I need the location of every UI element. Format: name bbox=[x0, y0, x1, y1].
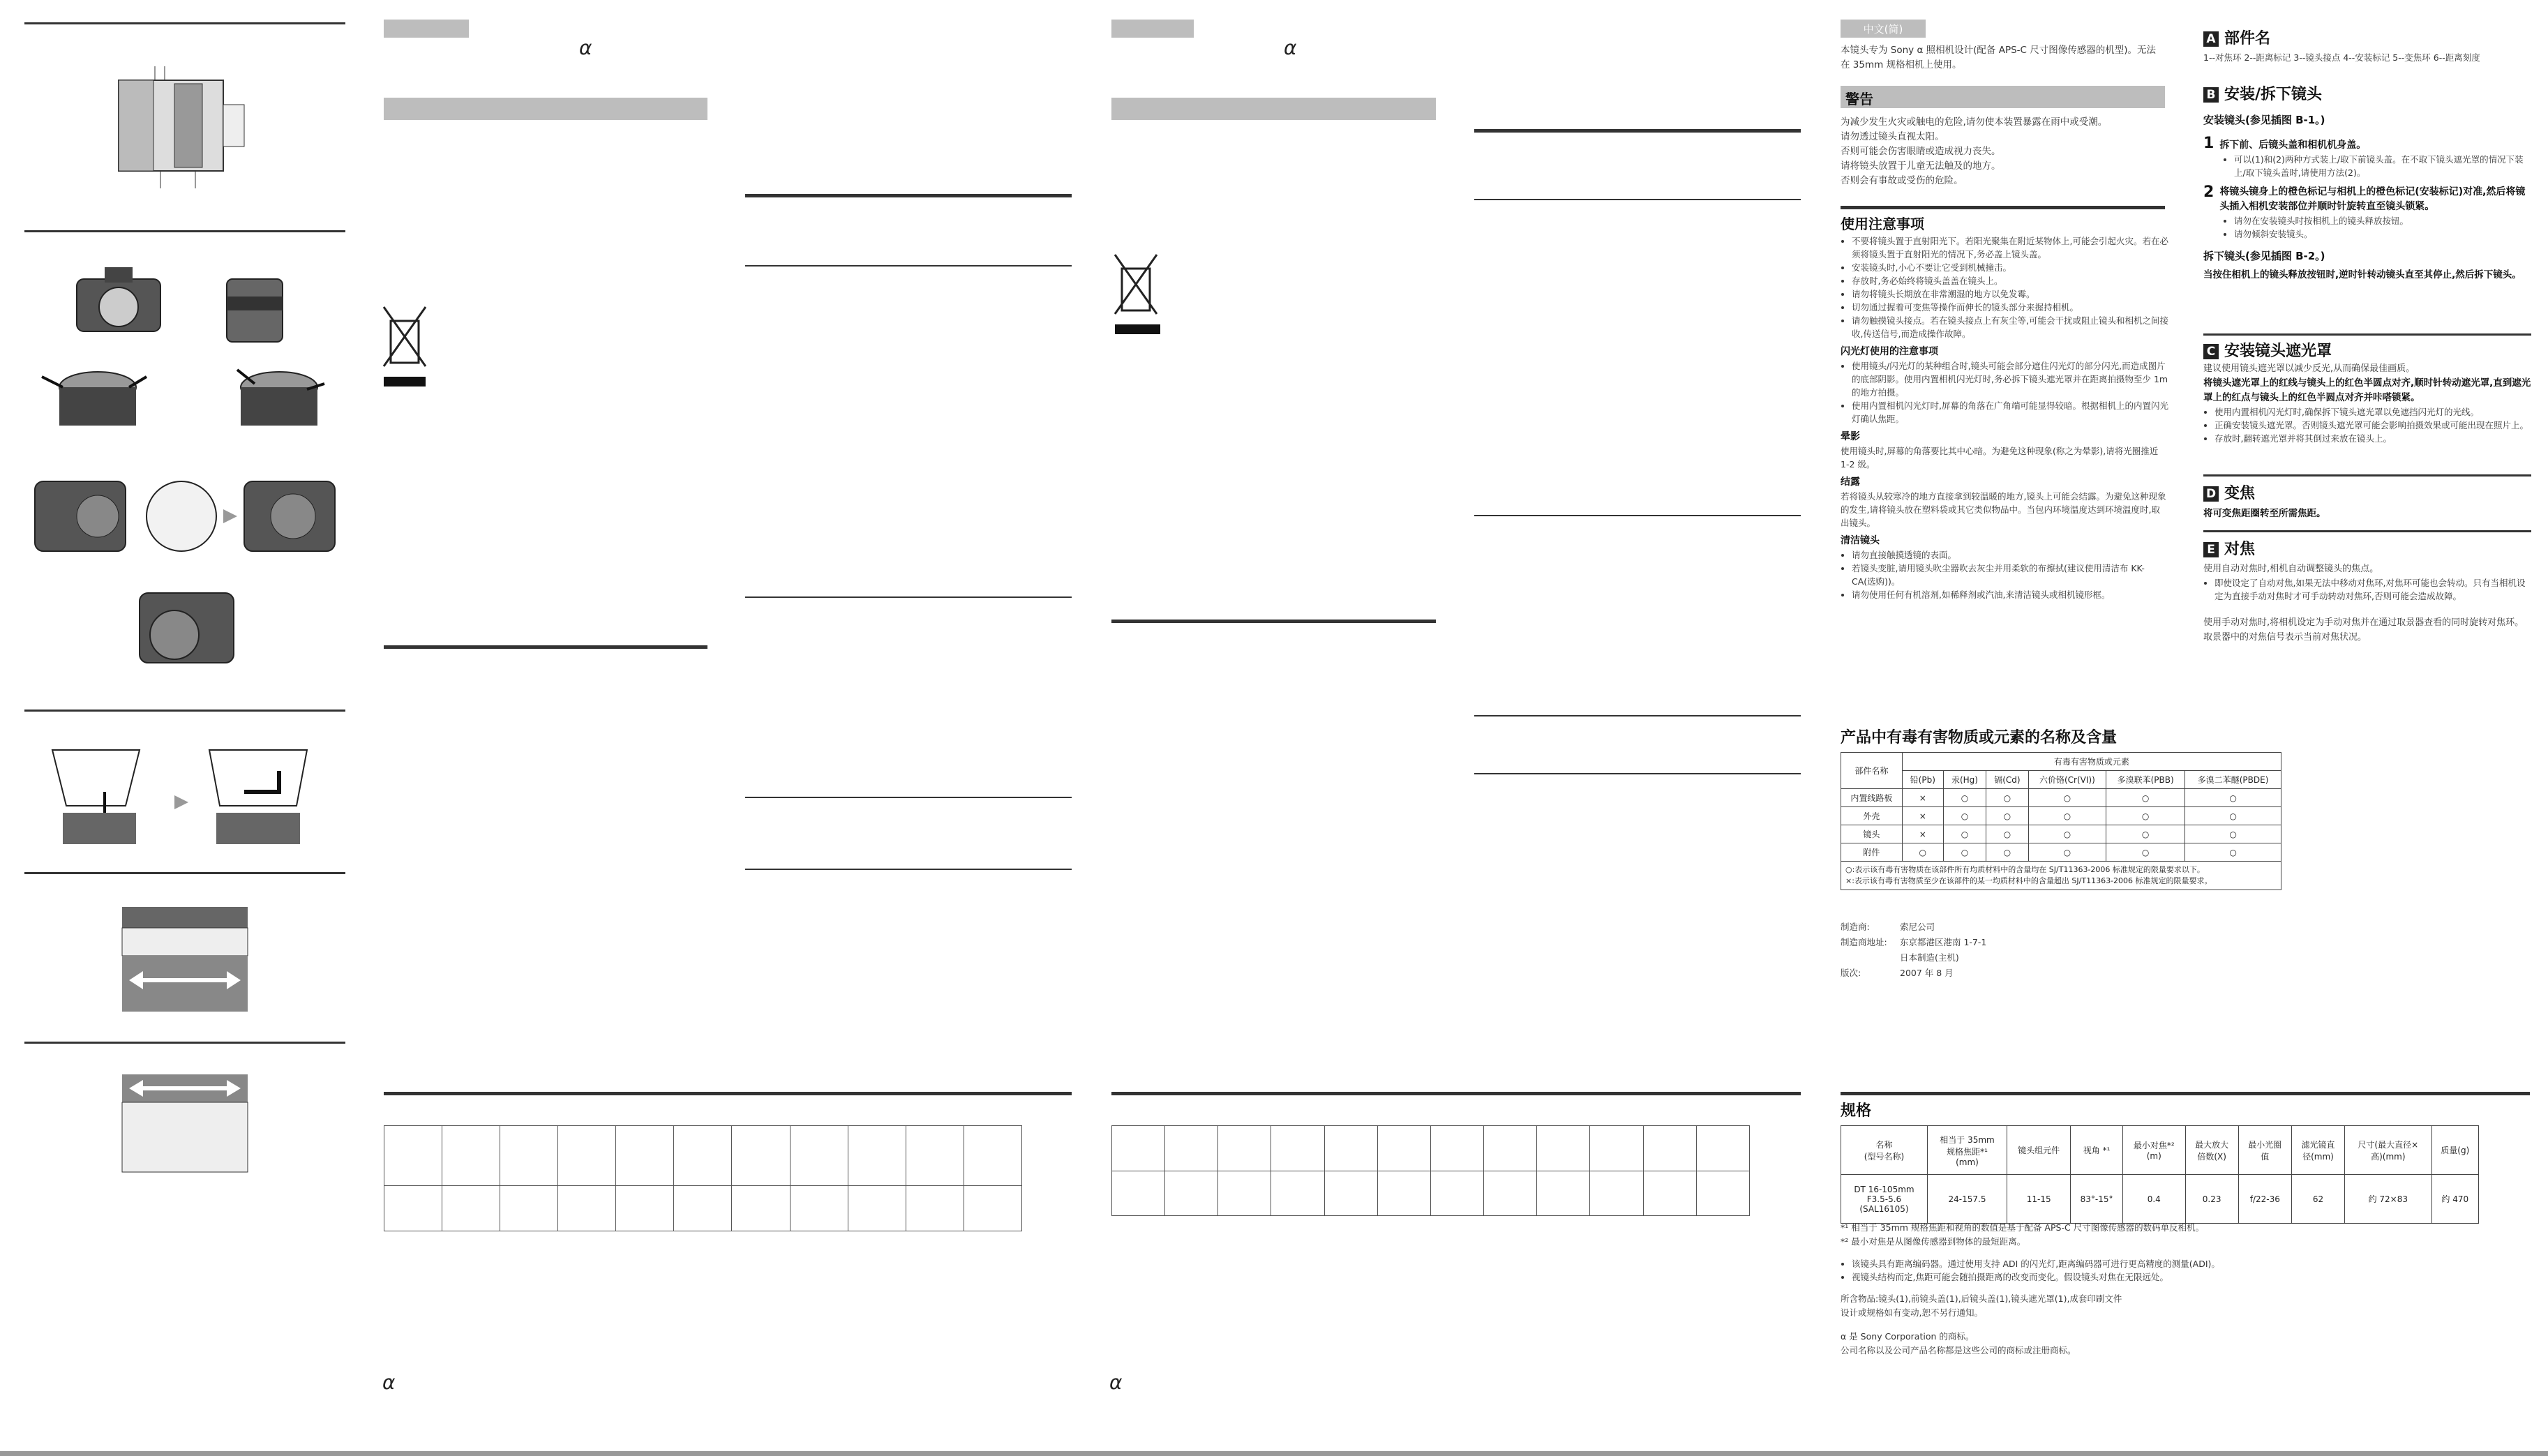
hazard-table bbox=[1841, 752, 2281, 890]
remove-text: 当按住相机上的镜头释放按钮时,逆时针转动镜头直至其停止,然后拆下镜头。 bbox=[2203, 269, 2521, 280]
trademark-note: α 是 Sony Corporation 的商标。 bbox=[1841, 1331, 1974, 1342]
step-item: • 可以(1)和(2)两种方式装上/取下前镜头盖。在不取下镜头遮光罩的情况下装上/取下镜头盖时,请使用方法(2)。 bbox=[2234, 153, 2531, 179]
hood-instruction: 将镜头遮光罩上的红线与镜头上的红色半圆点对齐,顺时针转动遮光罩,直到遮光罩上的红点与镜头上的红色半圆点对齐并咔嗒锁紧。 bbox=[2203, 377, 2531, 403]
hazard-mark: ○ bbox=[2185, 789, 2281, 807]
warning-banner-2 bbox=[1111, 98, 1436, 120]
section-title-text: 安装镜头遮光罩 bbox=[2224, 343, 2332, 360]
section-title-text: 安装/拆下镜头 bbox=[2224, 86, 2323, 103]
clean-title: 清洁镜头 bbox=[1841, 535, 1880, 546]
hazard-mark: ○ bbox=[1902, 843, 1943, 862]
weee-bin-icon bbox=[384, 307, 426, 387]
alpha-logo-footer-2: α bbox=[1109, 1371, 1123, 1394]
section-badge: E bbox=[2203, 542, 2219, 557]
section-badge: B bbox=[2203, 87, 2219, 103]
hood-item: • 正确安装镜头遮光罩。否则镜头遮光罩可能会影响拍摄效果或可能出现在照片上。 bbox=[2214, 419, 2531, 432]
warning-line: 请勿透过镜头直视太阳。 bbox=[1841, 131, 1944, 142]
spec-header: 最大放大 倍数(X) bbox=[2185, 1126, 2238, 1175]
column-rule bbox=[745, 194, 1072, 197]
column-rule bbox=[384, 645, 707, 649]
warning-banner-zh bbox=[1841, 86, 2165, 108]
page-bottom-bar bbox=[0, 1451, 2548, 1456]
column-rule bbox=[745, 265, 1072, 267]
intro-text: 本镜头专为 Sony α 照相机设计(配备 APS-C 尺寸图像传感器的机型)。无法在 35mm 规格相机上使用。 bbox=[1841, 45, 2157, 70]
section-a-title bbox=[2203, 27, 2270, 48]
column-rule bbox=[745, 596, 1072, 598]
hazard-mark: ○ bbox=[1986, 789, 2029, 807]
hazard-note: ×:表示该有毒有害物质至少在该部件的某一均质材料中的含量超出 SJ/T11363-2006 标准规定的限量要求。 bbox=[1845, 876, 2212, 885]
weee-bin-icon-2 bbox=[1111, 255, 1160, 335]
column-rule bbox=[745, 869, 1072, 870]
spec-cell: DT 16-105mm F3.5-5.6 (SAL16105) bbox=[1841, 1175, 1928, 1224]
hazard-substance: 多溴联苯(PBB) bbox=[2106, 771, 2185, 789]
spec-header: 最小光圈 值 bbox=[2238, 1126, 2291, 1175]
spec-footnote: *¹ 相当于 35mm 规格焦距和视角的数值是基于配备 APS-C 尺寸图像传感器的数码单反相机。 bbox=[1841, 1222, 2205, 1233]
spec-cell: 24-157.5 bbox=[1927, 1175, 2007, 1224]
table-row bbox=[1841, 807, 2281, 825]
hazard-mark: ○ bbox=[2028, 825, 2106, 843]
warning-line: 请将镜头放置于儿童无法触及的地方。 bbox=[1841, 160, 2001, 172]
hazard-part: 外壳 bbox=[1841, 807, 1903, 825]
table-row bbox=[1841, 843, 2281, 862]
maker-label: 制造商: bbox=[1841, 922, 1870, 932]
spec-rule bbox=[384, 1092, 1072, 1095]
panel-rule bbox=[24, 1042, 345, 1044]
spec-header: 视角 *¹ bbox=[2071, 1126, 2123, 1175]
hood-item: • 使用内置相机闪光灯时,确保拆下镜头遮光罩以免遮挡闪光灯的光线。 bbox=[2214, 405, 2531, 419]
spec-cell: 83°-15° bbox=[2071, 1175, 2123, 1224]
table-row bbox=[1841, 825, 2281, 843]
focus-text: 使用手动对焦时,将相机设定为手动对焦并在通过取景器查看的同时旋转对焦环。取景器中的对焦信号表示当前对焦状况。 bbox=[2203, 617, 2524, 643]
hazard-mark: ○ bbox=[2028, 807, 2106, 825]
section-a-text: 1--对焦环 2--距离标记 3--镜头接点 4--安装标记 5--变焦环 6--距离刻度 bbox=[2203, 52, 2480, 63]
spec-title: 规格 bbox=[1841, 1102, 1872, 1120]
column-rule bbox=[1474, 773, 1801, 774]
spec-cell: 11-15 bbox=[2007, 1175, 2071, 1224]
edition-value: 2007 年 8 月 bbox=[1900, 968, 1954, 978]
notes-title: 使用注意事项 bbox=[1841, 216, 1924, 232]
hazard-note: ○:表示该有毒有害物质在该部件所有均质材料中的含量均在 SJ/T11363-2006 标准规定的限量要求以下。 bbox=[1845, 865, 2205, 874]
section-d-title bbox=[2203, 481, 2255, 503]
hazard-mark: ○ bbox=[2106, 789, 2185, 807]
step-item: • 请勿倾斜安装镜头。 bbox=[2234, 227, 2531, 241]
hazard-substance: 镉(Cd) bbox=[1986, 771, 2029, 789]
hazard-mark: ○ bbox=[2106, 807, 2185, 825]
section-c-title bbox=[2203, 339, 2332, 361]
hazard-mark: × bbox=[1902, 807, 1943, 825]
front-cap-illustration-2 bbox=[227, 363, 331, 433]
remove-title: 拆下镜头(参见插图 B-2。) bbox=[2203, 250, 2325, 262]
section-b-title bbox=[2203, 82, 2322, 104]
hazard-substance: 铅(Pb) bbox=[1902, 771, 1943, 789]
panel-rule bbox=[24, 710, 345, 712]
hazard-mark: ○ bbox=[2106, 825, 2185, 843]
hazard-mark: ○ bbox=[1943, 807, 1986, 825]
spec-header: 滤光镜直 径(mm) bbox=[2291, 1126, 2344, 1175]
spec-header: 质量(g) bbox=[2431, 1126, 2478, 1175]
clean-item: • 若镜头变脏,请用镜头吹尘器吹去灰尘并用柔软的布擦拭(建议使用清洁布 KK-CA(选购))。 bbox=[1852, 562, 2168, 588]
section-rule bbox=[2203, 530, 2531, 532]
note-item: • 存放时,务必始终将镜头盖盖在镜头上。 bbox=[1852, 274, 2168, 287]
warning-line: 否则可能会伤害眼睛或造成视力丧失。 bbox=[1841, 146, 2001, 157]
step-1: 1 拆下前、后镜头盖和相机机身盖。 bbox=[2203, 135, 2367, 152]
mount-step-illustration bbox=[35, 474, 342, 558]
hazard-mark: ○ bbox=[1943, 825, 1986, 843]
section-title-text: 部件名 bbox=[2224, 30, 2271, 47]
camera-body-illustration bbox=[73, 262, 164, 338]
notes-block bbox=[1841, 234, 2168, 601]
hazard-mark: ○ bbox=[2185, 825, 2281, 843]
spec-cell: 0.4 bbox=[2122, 1175, 2185, 1224]
spec-footnotes bbox=[1841, 1221, 2524, 1358]
lens-hood-illustration bbox=[49, 743, 314, 848]
flash-item: • 使用内置相机闪光灯时,屏幕的角落在广角端可能显得较暗。根据相机上的内置闪光灯确认焦距。 bbox=[1852, 399, 2168, 426]
note-item: • 请勿触摸镜头接点。若在镜头接点上有灰尘等,可能会干扰或阻止镜头和相机之间接收,传送信号,而造成操作故障。 bbox=[1852, 314, 2168, 340]
warning-line: 否则会有事故或受伤的危险。 bbox=[1841, 175, 1963, 186]
spec-header: 名称 (型号名称) bbox=[1841, 1126, 1928, 1175]
section-title-text: 对焦 bbox=[2224, 541, 2256, 558]
column-rule bbox=[1474, 129, 1801, 133]
step-1-text: 拆下前、后镜头盖和相机机身盖。 bbox=[2219, 140, 2367, 151]
language-tab-2 bbox=[1111, 20, 1194, 38]
warning-lines bbox=[1841, 115, 2165, 188]
hazard-mark: ○ bbox=[2106, 843, 2185, 862]
spec-cell: f/22-36 bbox=[2238, 1175, 2291, 1224]
hazard-mark: ○ bbox=[1943, 843, 1986, 862]
clean-item: • 请勿直接触摸透镜的表面。 bbox=[1852, 548, 2168, 562]
zoom-ring-illustration bbox=[122, 907, 248, 1012]
step-2: 2 将镜头镜身上的橙色标记与相机上的橙色标记(安装标记)对准,然后将镜头插入相机安装部位并顺时针旋转直至镜头锁紧。 bbox=[2203, 185, 2531, 214]
addr-value: 东京都港区港南 1-7-1 bbox=[1900, 937, 1987, 947]
hood-intro: 建议使用镜头遮光罩以减少反光,从而确保最佳画质。 bbox=[2203, 363, 2415, 374]
note-item: • 切勿通过握着可变焦等操作而伸长的镜头部分来握持相机。 bbox=[1852, 301, 2168, 314]
spec-cell: 约 470 bbox=[2431, 1175, 2478, 1224]
hazard-mark: ○ bbox=[1943, 789, 1986, 807]
package-contents: 所含物品:镜头(1),前镜头盖(1),后镜头盖(1),镜头遮光罩(1),成套印刷文件 bbox=[1841, 1293, 2122, 1304]
section-e-body bbox=[2203, 562, 2531, 645]
edition-label: 版次: bbox=[1841, 968, 1861, 978]
hazard-mark: ○ bbox=[1986, 825, 2029, 843]
spec-rule-zh bbox=[1841, 1092, 2530, 1095]
section-badge: D bbox=[2203, 486, 2219, 502]
vignette-title: 晕影 bbox=[1841, 431, 1860, 442]
design-change-note: 设计或规格如有变动,恕不另行通知。 bbox=[1841, 1307, 1983, 1318]
hazard-substance: 汞(Hg) bbox=[1943, 771, 1986, 789]
warning-banner bbox=[384, 98, 707, 120]
language-tab-label: 中文(简) bbox=[1863, 23, 1903, 36]
table-row bbox=[1841, 1175, 2479, 1224]
spec-cell: 62 bbox=[2291, 1175, 2344, 1224]
vignette-text: 使用镜头时,屏幕的角落要比其中心暗。为避免这种现象(称之为晕影),请将光圈推近 1-2 级。 bbox=[1841, 446, 2159, 470]
hazard-substance: 多溴二苯醚(PBDE) bbox=[2185, 771, 2281, 789]
alpha-logo-2: α bbox=[1284, 36, 1297, 59]
section-rule bbox=[2203, 333, 2531, 336]
lens-parts-illustration bbox=[91, 66, 258, 192]
section-badge: C bbox=[2203, 344, 2219, 359]
focus-item: • 即使设定了自动对焦,如果无法中移动对焦环,对焦环可能也会转动。只有当相机设定为直接手动对焦时才可手动转动对焦环,否则可能会造成故障。 bbox=[2214, 576, 2531, 603]
panel-rule bbox=[24, 230, 345, 232]
alpha-logo-footer: α bbox=[382, 1371, 396, 1394]
clean-item: • 请勿使用任何有机溶剂,如稀释剂或汽油,来清洁镜头或相机镜形框。 bbox=[1852, 588, 2168, 601]
section-d-text: 将可变焦距圈转至所需焦距。 bbox=[2203, 508, 2326, 519]
flash-title: 闪光灯使用的注意事项 bbox=[1841, 346, 1938, 357]
alpha-logo: α bbox=[579, 36, 592, 59]
notes-rule bbox=[1841, 206, 2165, 209]
hazard-mark: × bbox=[1902, 789, 1943, 807]
spec-bullet: • 视镜头结构而定,焦距可能会随拍摄距离的改变而变化。假设镜头对焦在无限远处。 bbox=[1852, 1270, 2524, 1284]
language-tab bbox=[384, 20, 469, 38]
origin: 日本制造(主机) bbox=[1900, 952, 1959, 963]
hazard-col-part: 部件名称 bbox=[1841, 753, 1903, 789]
mount-title: 安装镜头(参见插图 B-1。) bbox=[2203, 114, 2325, 126]
panel-rule bbox=[24, 872, 345, 874]
spec-header: 最小对焦*² (m) bbox=[2122, 1126, 2185, 1175]
hazard-part: 内置线路板 bbox=[1841, 789, 1903, 807]
hazard-mark: ○ bbox=[1986, 843, 2029, 862]
section-b-body bbox=[2203, 113, 2531, 283]
condense-text: 若将镜头从较寒冷的地方直接拿到较温暖的地方,镜头上可能会结露。为避免这种现象的发生,请将镜头放在塑料袋或其它类似物品中。当包内环境温度达到环境温度时,取出镜头。 bbox=[1841, 491, 2166, 528]
hazard-title: 产品中有毒有害物质或元素的名称及含量 bbox=[1841, 729, 2118, 746]
spec-footnote: *² 最小对焦是从图像传感器到物体的最短距离。 bbox=[1841, 1236, 2026, 1247]
blank-spec-table bbox=[384, 1125, 1022, 1231]
hood-item: • 存放时,翻转遮光罩并将其倒过来放在镜头上。 bbox=[2214, 432, 2531, 445]
column-rule bbox=[1474, 199, 1801, 200]
hazard-mark: ○ bbox=[2028, 843, 2106, 862]
maker-value: 索尼公司 bbox=[1900, 922, 1935, 932]
hazard-notes bbox=[1841, 862, 2281, 890]
spec-cell: 约 72×83 bbox=[2345, 1175, 2432, 1224]
spec-bullet: • 该镜头具有距离编码器。通过使用支持 ADI 的闪光灯,距离编码器可进行更高精度的测量(ADI)。 bbox=[1852, 1257, 2524, 1270]
spec-rule bbox=[1111, 1092, 1801, 1095]
hazard-substance: 六价铬(Cr(VI)) bbox=[2028, 771, 2106, 789]
spec-cell: 0.23 bbox=[2185, 1175, 2238, 1224]
note-item: • 不要将镜头置于直射阳光下。若阳光聚集在附近某物体上,可能会引起火灾。若在必须将镜头置于直射阳光的情况下,务必盖上镜头盖。 bbox=[1852, 234, 2168, 261]
column-rule bbox=[1474, 515, 1801, 516]
front-cap-illustration bbox=[42, 363, 147, 433]
focus-ring-illustration bbox=[122, 1074, 248, 1172]
trademark-note: 公司名称以及公司产品名称都是这些公司的商标或注册商标。 bbox=[1841, 1345, 2076, 1356]
spec-table bbox=[1841, 1125, 2479, 1224]
hazard-mark: ○ bbox=[1986, 807, 2029, 825]
column-rule bbox=[1111, 620, 1436, 623]
spec-header: 相当于 35mm 规格焦距*¹ (mm) bbox=[1927, 1126, 2007, 1175]
spec-header: 镜头组元件 bbox=[2007, 1126, 2071, 1175]
section-badge: A bbox=[2203, 31, 2219, 47]
hazard-mark: × bbox=[1902, 825, 1943, 843]
note-item: • 安装镜头时,小心不要让它受到机械撞击。 bbox=[1852, 261, 2168, 274]
warning-line: 为减少发生火灾或触电的危险,请勿使本装置暴露在雨中或受潮。 bbox=[1841, 117, 2108, 128]
column-rule bbox=[745, 797, 1072, 798]
addr-label: 制造商地址: bbox=[1841, 937, 1887, 947]
lens-illustration bbox=[220, 272, 290, 349]
section-title-text: 变焦 bbox=[2224, 485, 2256, 502]
section-c-body bbox=[2203, 361, 2531, 445]
section-rule bbox=[2203, 474, 2531, 476]
flash-item: • 使用镜头/闪光灯的某种组合时,镜头可能会部分遮住闪光灯的部分闪光,而造成图片的底部阴影。使用内置相机闪光灯时,务必拆下镜头遮光罩并在距离拍摄物至少 1m 的地方拍摄。 bbox=[1852, 359, 2168, 399]
table-row bbox=[1841, 789, 2281, 807]
panel-rule bbox=[24, 22, 345, 24]
focus-text: 使用自动对焦时,相机自动调整镜头的焦点。 bbox=[2203, 564, 2379, 574]
remove-lens-illustration bbox=[133, 590, 237, 666]
maker-info bbox=[1841, 920, 2168, 981]
step-2-text: 将镜头镜身上的橙色标记与相机上的橙色标记(安装标记)对准,然后将镜头插入相机安装部位并顺时针旋转直至镜头锁紧。 bbox=[2219, 186, 2526, 212]
spec-header: 尺寸(最大直径× 高)(mm) bbox=[2345, 1126, 2432, 1175]
warning-title: 警告 bbox=[1845, 91, 1873, 107]
section-e-title bbox=[2203, 537, 2255, 559]
hazard-part: 附件 bbox=[1841, 843, 1903, 862]
hazard-part: 镜头 bbox=[1841, 825, 1903, 843]
step-item: • 请勿在安装镜头时按相机上的镜头释放按钮。 bbox=[2234, 214, 2531, 227]
hazard-mark: ○ bbox=[2028, 789, 2106, 807]
note-item: • 请勿将镜头长期放在非常潮湿的地方以免发霉。 bbox=[1852, 287, 2168, 301]
hazard-mark: ○ bbox=[2185, 843, 2281, 862]
blank-spec-table-2 bbox=[1111, 1125, 1750, 1216]
condense-title: 结露 bbox=[1841, 476, 1860, 488]
hazard-col-group: 有毒有害物质或元素 bbox=[1902, 753, 2281, 771]
column-rule bbox=[1474, 715, 1801, 716]
hazard-mark: ○ bbox=[2185, 807, 2281, 825]
